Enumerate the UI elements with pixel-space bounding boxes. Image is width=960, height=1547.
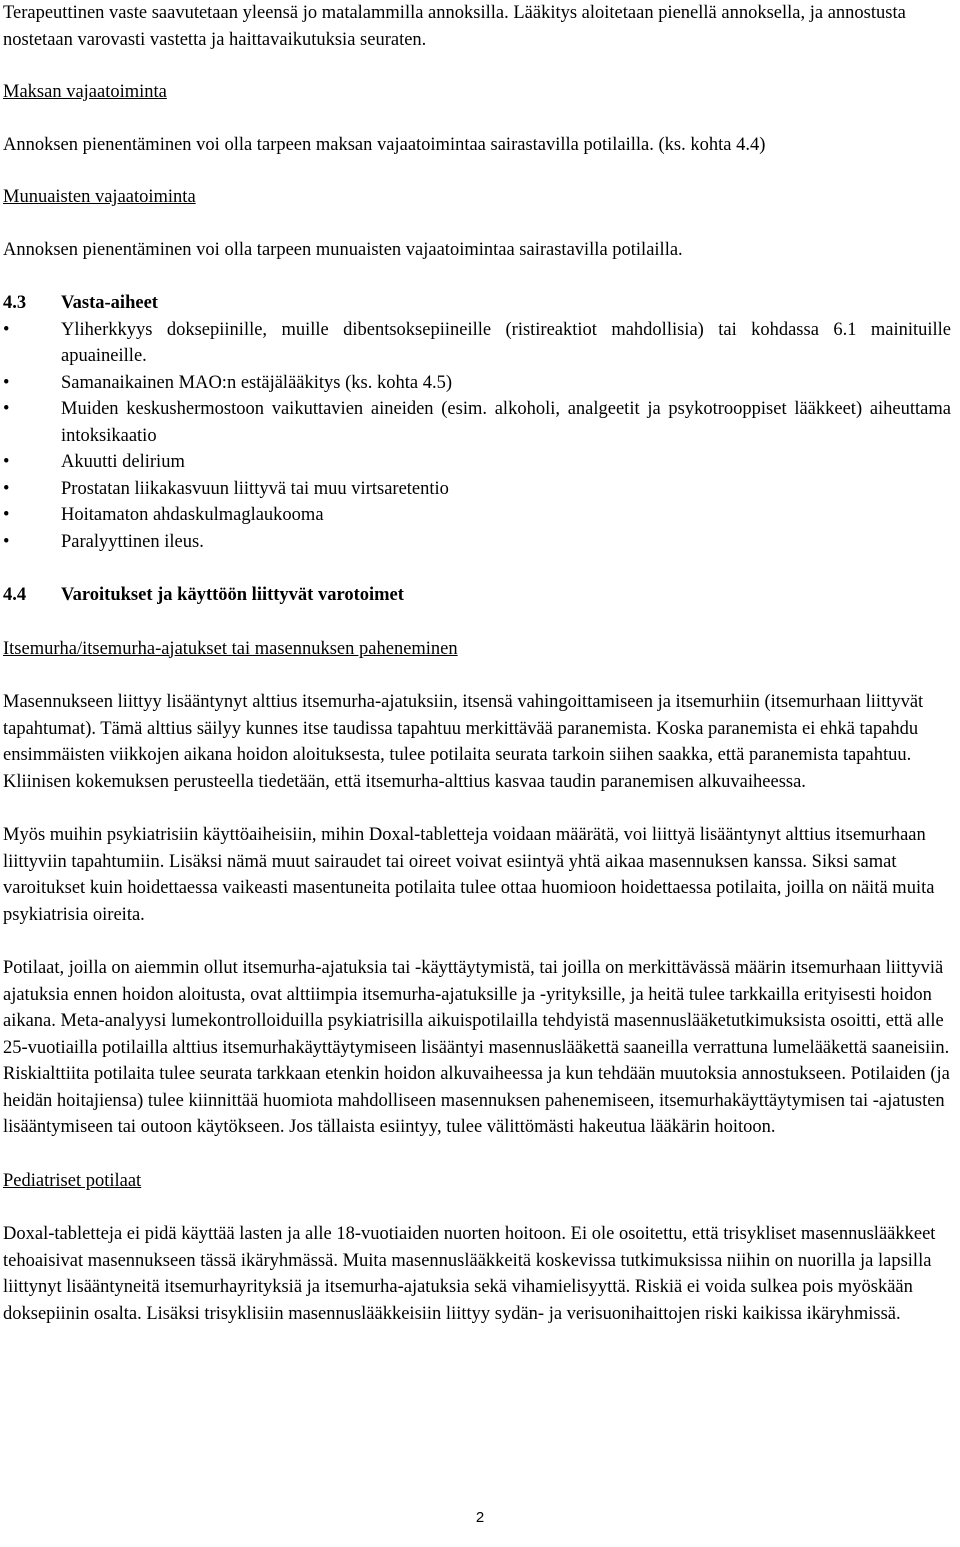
kidney-paragraph: Annoksen pienentäminen voi olla tarpeen munuaisten vajaatoimintaa sairastavilla potilailla. [3,239,683,260]
intro-paragraph: Terapeuttinen vaste saavutetaan yleensä jo matalammilla annoksilla. Lääkitys aloitetaan pienellä annoksella, ja annostusta nostetaan varovasti vastetta ja haittavaikutuksia seuraten. [3,3,906,50]
pediatric-heading: Pediatriset potilaat [3,1170,142,1191]
liver-paragraph: Annoksen pienentäminen voi olla tarpeen maksan vajaatoimintaa sairastavilla potilailla. (ks. kohta 4.4) [3,134,766,155]
section-number: 4.3 [3,293,27,313]
section-4-4-heading [3,582,951,609]
list-item: • Muiden keskushermostoon vaikuttavien aineiden (esim. alkoholi, analgeetit ja psykotrooppiset lääkkeet) aiheuttama intoksikaatio [3,396,951,449]
bullet-icon: • [3,452,10,472]
list-item: • Akuutti delirium [3,449,951,476]
kidney-heading: Munuaisten vajaatoiminta [3,187,196,207]
document-page [3,0,951,1327]
bullet-icon: • [3,399,10,419]
bullet-icon: • [3,505,10,525]
section-title: Vasta-aiheet [61,293,158,313]
section-number: 4.4 [3,585,27,605]
contraindications-list [3,317,951,556]
list-item: • Hoitamaton ahdaskulmaglaukooma [3,502,951,529]
section-title: Varoitukset ja käyttöön liittyvät varotoimet [61,585,404,605]
bullet-icon: • [3,531,10,552]
bullet-icon: • [3,319,10,340]
page-number: 2 [475,1509,485,1526]
list-item: • Prostatan liikakasvuun liittyvä tai muu virtsaretentio [3,476,951,503]
list-item: • Samanaikainen MAO:n estäjälääkitys (ks. kohta 4.5) [3,370,951,397]
liver-heading: Maksan vajaatoiminta [3,82,167,102]
suicide-heading: Itsemurha/itsemurha-ajatukset tai masennuksen paheneminen [3,638,458,659]
list-item: • Paralyyttinen ileus. [3,529,951,556]
pediatric-paragraph: Doxal-tabletteja ei pidä käyttää lasten ja alle 18-vuotiaiden nuorten hoitoon. Ei ole osoitettu, että trisykliset masennuslääkkeet tehoaisivat masennukseen tässä ikäryhmässä. Muita masennuslääkkeitä koskevissa tutkimuksissa niihin on nuorilla ja lapsilla liittynyt lisääntyneitä itsemurhayrityksiä ja itsemurha-ajatuksia sekä vihamielisyyttä. Riskiä ei voida sulkea pois myöskään doksepiinin osalta. Lisäksi trisyklisiin masennuslääkkeisiin liittyy sydän- ja verisuonihaittojen riski kaikissa ikäryhmissä. [3,1224,936,1324]
bullet-icon: • [3,372,10,393]
suicide-paragraph-3: Potilaat, joilla on aiemmin ollut itsemurha-ajatuksia tai -käyttäytymistä, tai joilla on merkittävässä määrin itsemurhaan liittyviä ajatuksia ennen hoidon aloitusta, ovat alttiimpia itsemurha-ajatuksille ja -yrityksille, ja heitä tulee tarkkailla erityisesti hoidon aikana. Meta-analyysi lumekontrolloiduilla psykiatrisilla aikuispotilailla tehdyistä masennuslääketutkimuksista osoitti, että alle 25-vuotiailla potilailla alttius itsemurhakäyttäytymiseen lisääntyi masennuslääkettä saaneilla verrattuna lumelääkettä saaneisiin. Riskialttiita potilaita tulee seurata tarkkaan etenkin hoidon alkuvaiheessa ja kun tehdään muutoksia annostukseen. Potilaiden (ja heidän hoitajiensa) tulee kiinnittää huomiota mahdolliseen masennuksen pahenemiseen, itsemurhakäyttäytymisen tai -ajatusten lisääntymiseen tai outoon käytökseen. Jos tällaista esiintyy, tulee välittömästi hakeutua lääkärin hoitoon. [3,958,950,1137]
bullet-icon: • [3,478,10,499]
suicide-paragraph-1: Masennukseen liittyy lisääntynyt alttius itsemurha-ajatuksiin, itsensä vahingoittamiseen ja itsemurhiin (itsemurhaan liittyvät tapahtumat). Tämä alttius säilyy kunnes itse taudissa tapahtuu merkittävää paranemista. Koska paranemista ei ehkä tapahdu ensimmäisten viikkojen aikana hoidon aloituksesta, tulee potilaita seurata tarkoin siihen saakka, että paranemista tapahtuu. Kliinisen kokemuksen perusteella tiedetään, että itsemurha-alttius kasvaa taudin paranemisen alkuvaiheessa. [3,692,924,792]
list-item: • Yliherkkyys doksepiinille, muille dibentsoksepiineille (ristireaktiot mahdollisia) tai kohdassa 6.1 mainituille apuaineille. [3,317,951,370]
section-4-3-heading [3,290,951,317]
suicide-paragraph-2: Myös muihin psykiatrisiin käyttöaiheisiin, mihin Doxal-tabletteja voidaan määrätä, voi liittyä lisääntynyt alttius itsemurhaan liittyviin tapahtumiin. Lisäksi nämä muut sairaudet tai oireet voivat esiintyä yhtä aikaa masennuksen kanssa. Siksi samat varoitukset kuin hoidettaessa vaikeasti masentuneita potilaita tulee ottaa huomioon hoidettaessa potilaita, joilla on näitä muita psykiatrisia oireita. [3,825,935,925]
